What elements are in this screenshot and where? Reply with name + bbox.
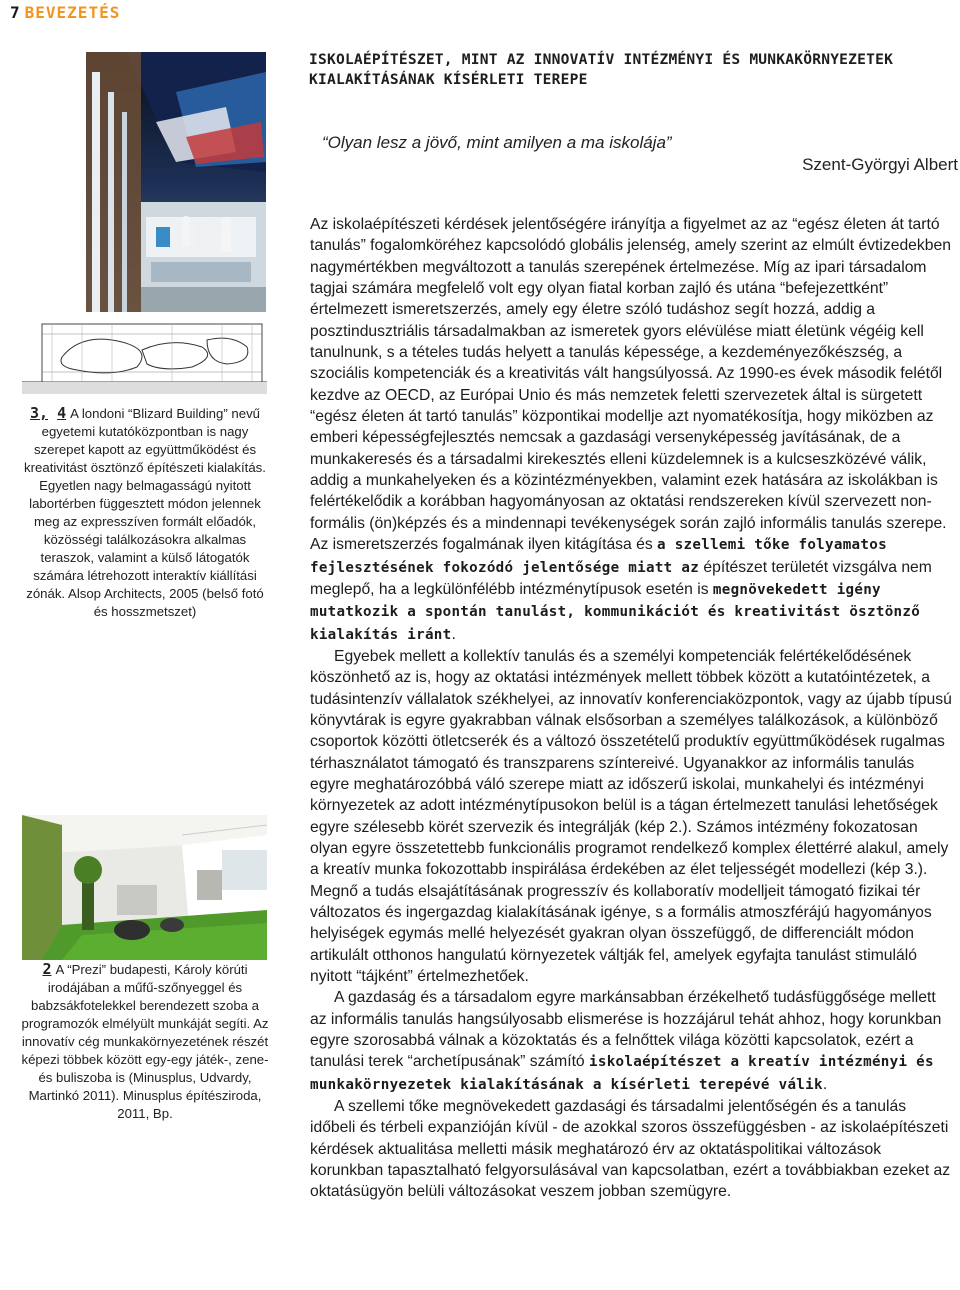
page-number: 7 [10, 3, 21, 22]
caption-figure-number: 2 [42, 960, 52, 978]
body-text [310, 214, 955, 1203]
caption-figures-3-4 [20, 404, 270, 621]
caption-text: A londoni “Blizard Building” nevű egyetemi kutatóközpontban is nagy szerepet kapott az együttműködést és kreativitást ösztönző építészeti kialakítás. Egyetlen nagy belmagasságú nyitott labortérben függesztett módon jelennek meg az expresszíven formált előadók, közösségi találkozásokra alkalmas teraszok, valamint a külső látogatók számára létrehozott interaktív kiállítási zónák. Alsop Architects, 2005 (belső fotó és hosszmetszet) [24, 406, 266, 619]
paragraph-1: Az iskolaépítészeti kérdések jelentőségére irányítja a figyelmet az az “egész életen át tartó tanulás” fogalomköréhez kapcsolódó globális jelenség, amely szerint az elmúlt évtizedekben nagymértékben megváltozott a tanulás szerepének értelmezése. Míg az ipari társadalom tagjai számára megfelelő volt egy olyan fiatal korban zajló és utána “befejezettként” értelmezett ismeretszerzés, amely egy életre szóló tudáshoz segít hozzá, addig a posztindusztriális társadalmakban az ismeretek gyors elévülése miatt életünk végéig kell tanulnunk, s a tételes tudás helyett a tanulás képessége, a kezdeményezőkészség, a szociális kompetenciák és a kreativitás vált hangsúlyossá. Az 1990-es évek második felétől kezdve az OECD, az Európai Unio és más nemzetek feletti szervezetek által is sürgetett “egész életen át tartó tanulás” központikai modellje azt nyomatékosítja, hogy miközben az emberi képességfejlesztés nemcsak a gazdasági versenyképesség javításának, de a munkakeresés és a társadalmi kirekesztés elleni küzdelemnek is a kulcseszközévé válik, addig a munkahelyeken és a közintézményekben, valamint ezek hatására az iskolákban is felértékelődik a korábban hagyományosan az oktatási rendszereken kívül szervezett non-formális (ön)képzés és a mindennapi tevékenységek során zajló informális tanulás szerepe. Az ismeretszerzés fogalmának ilyen kitágítása és a szellemi tőke folyamatos fejlesztésének fokozódó jelentősége miatt az építészet területét vizsgálva nem meglepő, ha a legkülönfélébb intézménytípusok esetén is megnövekedett igény mutatkozik a spontán tanulást, kommunikációt és kreativitást ösztönző kialakítás iránt. [310, 216, 951, 643]
section-title: BEVEZETÉS [24, 3, 121, 22]
paragraph-3: A gazdaság és a társadalom egyre markánsabban érzékelhető tudásfüggősége mellett az informális tanulás hangsúlyosabb elismerése is hozzájárul tehát ahhoz, hogy korunkban egyre szorosabbá válnak a közoktatás és a felnőttek világa közötti kapcsolatok, ezért a tanulási terek “archetípusának” számító iskolaépítészet a kreatív intézményi és munkakörnyezetek kialakításának a kísérleti terepévé válik. [310, 989, 942, 1093]
page-header [10, 3, 120, 22]
caption-figure-number: 3, 4 [30, 404, 67, 422]
highlight-phrase: iskolaépítészet a kreatív intézményi és munkakörnyezetek kialakításának a kísérleti terepévé válik [310, 1054, 934, 1093]
highlight-phrase: megnövekedett igény mutatkozik a spontán tanulást, kommunikációt és kreativitást ösztönző kialakítás iránt [310, 581, 921, 643]
caption-text: A “Prezi” budapesti, Károly körúti irodájában a műfű-szőnyeggel és babzsákfotelekkel berendezett szoba a programozók elmélyült munkáját segíti. Az innovatív cég munkakörnyezetének részét képezi többek között egy-egy játék-, zene- és buliszoba is (Minusplus, Udvardy, Martinkó 2011). Minusplus építésziroda, 2011, Bp. [21, 962, 269, 1121]
epigraph-author: Szent-Györgyi Albert [802, 155, 958, 174]
paragraph-4: A szellemi tőke megnövekedett gazdasági és társadalmi jelentőségén és a tanulás időbeli és térbeli expanzióján kívül - de azokkal szoros összefüggésben - az iskolaépítészeti kérdések aktualitása melletti másik meghatározó érv az oktatáspolitikai változások korunkban tapasztalható felgyorsulásával van kapcsolatban, ezért a továbbiakban ezeket az oktatásügyön belüli változásokat veszem jobban szemügyre. [310, 1098, 951, 1201]
lab-interior-photo [86, 52, 266, 314]
caption-figure-2 [20, 960, 270, 1123]
office-photo [22, 815, 267, 960]
paragraph-2: Egyebek mellett a kollektív tanulás és a személyi kompetenciák felértékelődésének köszönhető az is, hogy az oktatási intézmények mellett többek között a kutatóintézetek, a tudásintenzív vállalatok székhelyei, az innovatív konferenciaközpontok, vagy az újabb típusú könyvtárak is egyre gyakrabban válnak elsősorban a személyes találkozások, a különböző csoportok közötti ötletcserék és a változó összetételű produktív együttműködések rugalmas térhasználatot támogató és transzparens színtereivé. Ugyanakkor az informális tanulás egyre meghatározóbbá váló szerepe miatt az időszerű iskolai, munkahelyi és intézményi környezetek az adott intézménytípusokon belül is a tágan értelmezett tanulási lehetőségek egyre szélesebb körét szervezik és integrálják (kép 2.). Számos intézmény fokozatosan olyan egyre összetettebb funkcionális programot rendelkező komplex élettérré alakul, amely a kreatív munka fokozottabb inspirálása érdekében az élet teljességét modellezi (kép 3.). Megnő a tudás elsajátításának progresszív és kollaboratív modelljeit támogató fizikai tér változatos és ingergazdag kialakításának igénye, s a formális atmoszférájú hagyományos helyiségek egymás mellé helyezését gyakran olyan összefüggő, de differenciált módon artikulált otthonos hangulatú környezetek váltják fel, amelyek egyfajta tanulást stimuláló nyitott “tájként” értelmezhetőek. [310, 647, 952, 986]
epigraph-quote: “Olyan lesz a jövő, mint amilyen a ma iskolája” [322, 133, 672, 152]
chapter-title: ISKOLAÉPÍTÉSZET, MINT AZ INNOVATÍV INTÉZMÉNYI ÉS MUNKAKÖRNYEZETEK KIALAKÍTÁSÁNAK KÍSÉRLETI TEREPE [309, 51, 894, 88]
highlight-phrase: a szellemi tőke folyamatos fejlesztésének fokozódó jelentősége miatt az [310, 537, 887, 576]
section-drawing [22, 312, 267, 402]
